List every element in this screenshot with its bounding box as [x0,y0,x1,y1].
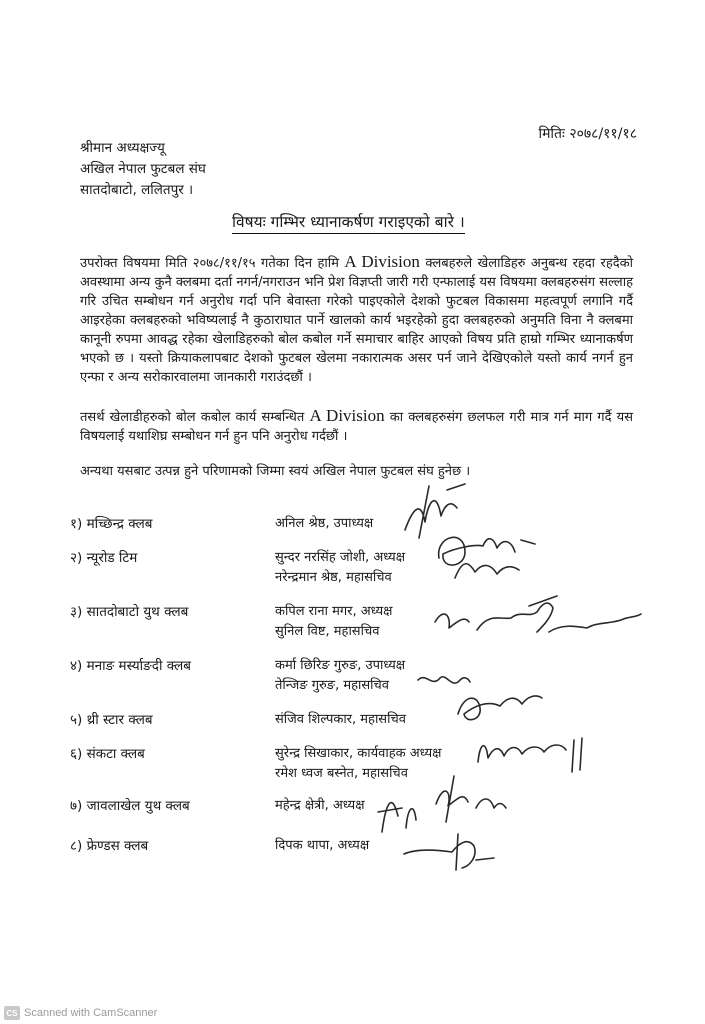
officer-name: संजिव शिल्पकार, महासचिव [275,712,406,727]
officer-name: दिपक थापा, अध्यक्ष [275,838,370,853]
p1-division: A Division [344,252,420,271]
p2-division: A Division [309,406,385,425]
club-name: ७) जावलाखेल युथ क्लब [70,798,190,814]
recipient-line-2: अखिल नेपाल फुटबल संघ [80,161,206,177]
club-officers [275,548,405,588]
body-paragraph-3: अन्यथा यसबाट उत्पन्न हुने परिणामको जिम्मा स्वयं अखिल नेपाल फुटबल संघ हुनेछ । [80,464,471,479]
scanner-watermark [4,1006,157,1020]
body-paragraph-1 [80,252,633,387]
p1-text-after: क्लबहरुले खेलाडिहरु अनुबन्ध रहदा रहदैको अवस्थामा अन्य कुनै क्लबमा दर्ता नगर्न/नगराउन भनि प्रेश विज्ञप्ती जारी गरी एन्फालाई यस विषयमा क्लबहरुसंग सल्लाह गरि उचित सम्बोधन गर्न अनुरोध गर्दा पनि बेवास्ता गरेको पाइएकोले देशको फुटबल विकासमा महत्वपूर्ण लगानि गर्दै आइरहेका क्लबहरुको भविष्यलाई नै कुठाराघात पार्ने खालको कार्य भइरहेको हुदा क्लबहरुको अनुमति विना नै क्लबमा कानूनी रुपमा आवद्ध रहेका खेलाडिहरुको बोल कबोल गर्ने समाचार बाहिर आएको विषय प्रति हाम्रो गम्भिर ध्यानाकर्षण भएको छ । यस्तो क्रियाकलापबाट देशको फुटबल खेलमा नकारात्मक असर पर्न जाने देखिएकोले यस्तो कार्य नगर्न हुन एन्फा र अन्य सरोकारवालमा जानकारी गराउंदछौं । [80,256,633,385]
signature-mark [448,684,548,732]
club-name: ३) सातदोबाटो युथ क्लब [70,604,189,620]
recipient-address [80,138,206,201]
club-name: ५) थ्री स्टार क्लब [70,712,153,728]
letter-date: मितिः २०७८/११/१८ [538,126,637,142]
club-row [70,656,670,698]
officer-name: कपिल राना मगर, अध्यक्ष [275,604,393,619]
club-row [70,836,670,878]
p2-text-after: का क्लबहरुसंग छलफल गरी मात्र गर्न माग गर्दै यस विषयलाई यथाशिघ्र सम्बोधन गर्न हुन पनि अनुरोध गर्दछौं । [80,410,633,444]
officer-name: महेन्द्र क्षेत्री, अध्यक्ष [275,798,365,813]
officer-name: सुन्दर नरसिंह जोशी, अध्यक्ष [275,550,406,565]
club-row [70,796,670,838]
club-officers [275,602,392,642]
club-officers [275,796,365,816]
recipient-line-3: सातदोबाटो, ललितपुर । [80,182,194,198]
officer-name: रमेश ध्वज बस्नेत, महासचिव [275,766,408,781]
club-name: १) मच्छिन्द्र क्लब [70,516,153,532]
officer-name: अनिल श्रेष्ठ, उपाध्यक्ष [275,516,374,531]
officer-name: तेन्जिङ गुरुङ, महासचिव [275,678,390,693]
officer-name: कर्मा छिरिङ गुरुङ, उपाध्यक्ष [275,658,406,673]
body-paragraph-2 [80,406,633,446]
club-name: ८) फ्रेण्डस क्लब [70,838,149,854]
officer-name: सुनिल विष्ट, महासचिव [275,624,380,639]
club-officers [275,710,406,730]
signature-mark [398,830,498,880]
club-name: ४) मनाङ मर्स्याङदी क्लब [70,658,191,674]
club-name: २) न्यूरोड टिम [70,550,138,566]
signature-mark [425,518,545,588]
camscanner-logo-icon: CS [4,1006,20,1020]
club-officers [275,836,369,856]
p2-text-before: तसर्थ खेलाडीहरुको बोल कबोल कार्य सम्बन्धित [80,410,310,425]
club-row [70,548,670,590]
letter-subject: विषयः गम्भिर ध्यानाकर्षण गराइएको बारे । [232,210,465,234]
scanner-label: Scanned with CamScanner [24,1007,158,1019]
club-officers [275,656,405,696]
club-officers [275,514,373,534]
officer-name: नरेन्द्रमान श्रेष्ठ, महासचिव [275,570,392,585]
officer-name: सुरेन्द्र सिखाकार, कार्यवाहक अध्यक्ष [275,746,442,761]
p1-text-before: उपरोक्त विषयमा मिति २०७८/११/१५ गतेका दिन हामि [80,256,345,271]
signature-mark [425,592,645,654]
recipient-line-1: श्रीमान अध्यक्षज्यू [80,140,165,156]
club-name: ६) संकटा क्लब [70,746,145,762]
